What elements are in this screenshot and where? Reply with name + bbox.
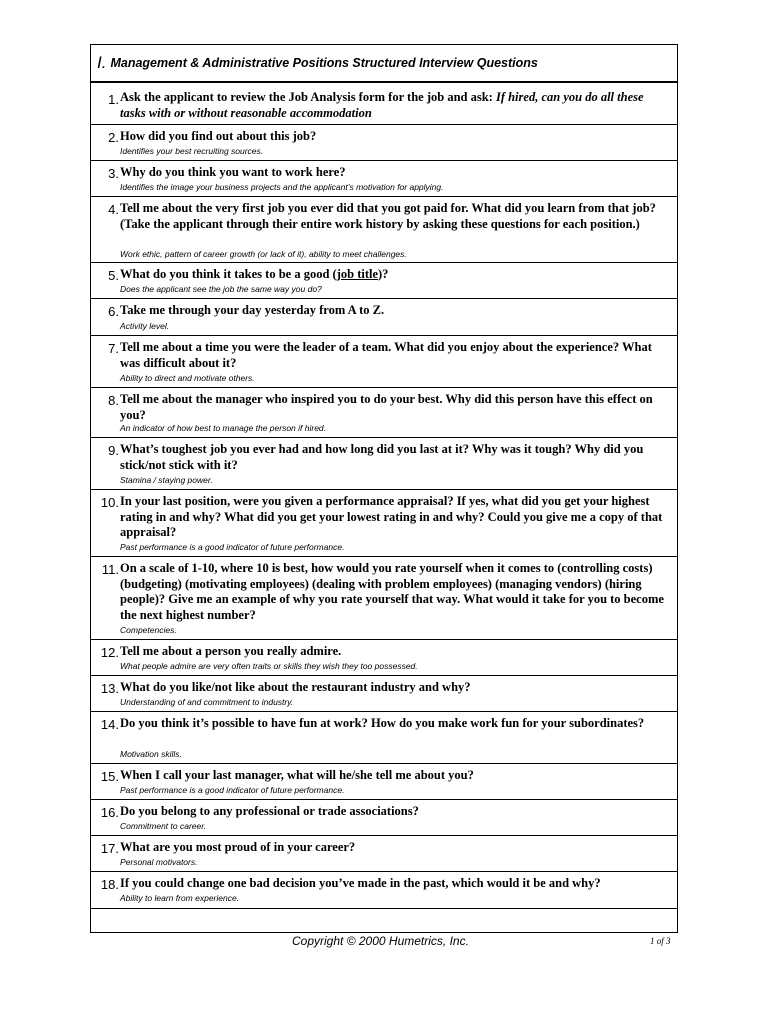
question-note: Work ethic, pattern of career growth (or lack of it), ability to meet challenges. bbox=[120, 249, 407, 259]
question-number: 18. bbox=[100, 877, 119, 892]
table-row bbox=[91, 557, 677, 640]
question-note: Past performance is a good indicator of future performance. bbox=[120, 785, 345, 795]
questions-table bbox=[90, 44, 678, 933]
question-text: Take me through your day yesterday from A to Z. bbox=[120, 303, 385, 317]
job-title-placeholder: job title bbox=[336, 267, 379, 281]
question-note: Commitment to career. bbox=[120, 821, 207, 831]
question-text bbox=[120, 90, 668, 121]
table-row bbox=[91, 125, 677, 161]
table-row bbox=[91, 872, 677, 909]
question-note: Competencies. bbox=[120, 625, 177, 635]
question-text: What’s toughest job you ever had and how long did you last at it? Why was it tough? Why did you stick/not stick with it? bbox=[120, 442, 644, 472]
table-row bbox=[91, 764, 677, 800]
question-number: 2. bbox=[108, 130, 119, 145]
table-row bbox=[91, 299, 677, 336]
table-row bbox=[91, 640, 677, 676]
table-row bbox=[91, 712, 677, 764]
question-text: Tell me about the manager who inspired you to do your best. Why did this person have this effect on you? bbox=[120, 392, 653, 422]
question-number: 10. bbox=[100, 495, 119, 510]
question-note: Motivation skills. bbox=[120, 749, 182, 759]
table-row bbox=[91, 336, 677, 388]
question-text: If you could change one bad decision you’ve made in the past, which would it be and why? bbox=[120, 876, 601, 890]
question-text: What do you like/not like about the restaurant industry and why? bbox=[120, 680, 471, 694]
question-text: On a scale of 1-10, where 10 is best, how would you rate yourself when it comes to (controlling costs) (budgeting) (motivating employees) (dealing with problem employees) (managing vendors) (hiring people)? Give me an example of why you rate yourself that way. What would it take for you to become the next highest number? bbox=[120, 561, 664, 622]
question-note: Does the applicant see the job the same way you do? bbox=[120, 284, 322, 294]
question-number: 14. bbox=[100, 717, 119, 732]
question-text-main: What do you think it takes to be a good ( bbox=[120, 267, 337, 281]
question-note: Past performance is a good indicator of future performance. bbox=[120, 542, 345, 552]
table-row bbox=[91, 388, 677, 438]
question-text-end: )? bbox=[378, 267, 389, 281]
question-note: Understanding of and commitment to industry. bbox=[120, 697, 294, 707]
question-number: 15. bbox=[100, 769, 119, 784]
question-number: 4. bbox=[108, 202, 119, 217]
question-note: Personal motivators. bbox=[120, 857, 198, 867]
question-text: Do you think it’s possible to have fun at work? How do you make work fun for your subordinates? bbox=[120, 716, 645, 730]
question-note: Activity level. bbox=[120, 321, 170, 331]
question-number: 1. bbox=[108, 92, 119, 107]
page-number: 1 of 3 bbox=[650, 936, 671, 946]
section-title: Management & Administrative Positions Structured Interview Questions bbox=[110, 56, 538, 70]
question-text: How did you find out about this job? bbox=[120, 129, 317, 143]
table-row bbox=[91, 800, 677, 836]
question-number: 17. bbox=[100, 841, 119, 856]
question-text: Tell me about a person you really admire. bbox=[120, 644, 342, 658]
question-note: Stamina / staying power. bbox=[120, 475, 213, 485]
table-row bbox=[91, 438, 677, 490]
question-text: Do you belong to any professional or trade associations? bbox=[120, 804, 419, 818]
question-text: Why do you think you want to work here? bbox=[120, 165, 346, 179]
table-row bbox=[91, 85, 677, 125]
table-row bbox=[91, 836, 677, 872]
question-number: 3. bbox=[108, 166, 119, 181]
question-text: Tell me about a time you were the leader of a team. What did you enjoy about the experience? What was difficult about it? bbox=[120, 340, 652, 370]
table-row bbox=[91, 263, 677, 299]
question-note: An indicator of how best to manage the person if hired. bbox=[120, 423, 327, 433]
question-number: 8. bbox=[108, 393, 119, 408]
question-number: 13. bbox=[100, 681, 119, 696]
question-text: What are you most proud of in your career? bbox=[120, 840, 356, 854]
question-number: 16. bbox=[100, 805, 119, 820]
question-text: In your last position, were you given a performance appraisal? If yes, what did you get your highest rating in and why? What did you get your lowest rating in and why? Could you give me a copy of that appraisal? bbox=[120, 494, 663, 539]
section-number: I. bbox=[97, 53, 107, 72]
question-text: When I call your last manager, what will he/she tell me about you? bbox=[120, 768, 474, 782]
empty-row bbox=[91, 909, 677, 933]
question-number: 7. bbox=[108, 341, 119, 356]
question-note: Identifies the image your business projects and the applicant’s motivation for applying. bbox=[120, 182, 444, 192]
question-text-emphasis: If hired, can you do all these tasks with or without reasonable accommodation bbox=[120, 90, 644, 120]
table-row bbox=[91, 161, 677, 197]
question-text: Tell me about the very first job you ever did that you got paid for. What did you learn from that job? (Take the applicant through their entire work history by asking these questions for each position.) bbox=[120, 201, 656, 231]
question-note: Identifies your best recruiting sources. bbox=[120, 146, 264, 156]
section-header bbox=[91, 45, 677, 83]
copyright-notice: Copyright © 2000 Humetrics, Inc. bbox=[292, 934, 469, 948]
question-number: 11. bbox=[101, 562, 119, 577]
question-note: What people admire are very often traits or skills they wish they too possessed. bbox=[120, 661, 418, 671]
question-text-main: Ask the applicant to review the Job Analysis form for the job and ask: bbox=[120, 90, 496, 104]
question-number: 6. bbox=[108, 304, 119, 319]
question-number: 5. bbox=[108, 268, 119, 283]
question-note: Ability to learn from experience. bbox=[120, 893, 240, 903]
table-row bbox=[91, 676, 677, 712]
question-note: Ability to direct and motivate others. bbox=[120, 373, 255, 383]
table-row bbox=[91, 197, 677, 263]
question-number: 9. bbox=[108, 443, 119, 458]
table-row bbox=[91, 490, 677, 557]
question-number: 12. bbox=[100, 645, 119, 660]
question-text bbox=[120, 267, 668, 283]
